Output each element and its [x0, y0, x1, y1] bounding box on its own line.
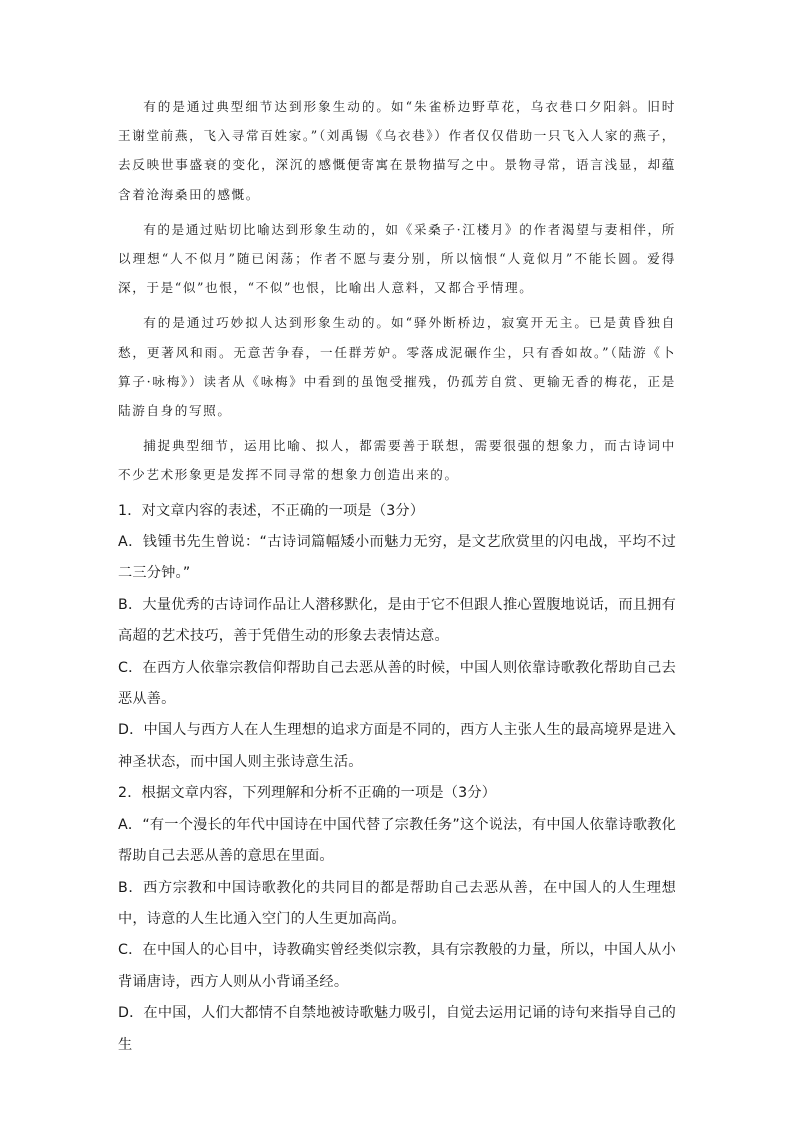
- option-c: C．在中国人的心目中，诗教确实曾经类似宗教，具有宗教般的力量，所以，中国人从小背诵唐诗，西方人则从小背诵圣经。: [118, 942, 676, 990]
- document-page: [118, 92, 676, 1061]
- question-2: [118, 778, 676, 1061]
- option-b: B．大量优秀的古诗词作品让人潜移默化，是由于它不但跟人推心置腹地说话，而且拥有高超的艺术技巧，善于凭借生动的形象去表情达意。: [118, 596, 676, 645]
- option-a: A．“有一个漫长的年代中国诗在中国代替了宗教任务”这个说法，有中国人依靠诗歌教化帮助自己去恶从善的意思在里面。: [118, 816, 676, 865]
- question-1: [118, 496, 676, 779]
- option-a: A．钱锺书先生曾说：“古诗词篇幅矮小而魅力无穷，是文艺欣赏里的闪电战，平均不过二三分钟。”: [118, 534, 676, 582]
- option-c: C．在西方人依靠宗教信仰帮助自己去恶从善的时候，中国人则依靠诗歌教化帮助自己去恶从善。: [118, 659, 676, 708]
- question-stem: 2．根据文章内容，下列理解和分析不正确的一项是（3分）: [118, 785, 497, 802]
- option-d: D．中国人与西方人在人生理想的追求方面是不同的，西方人主张人生的最高境界是进入神圣状态，而中国人则主张诗意生活。: [118, 722, 676, 770]
- passage-paragraph: 有的是通过贴切比喻达到形象生动的，如《采桑子·江楼月》的作者渴望与妻相伴，所以理想“人不似月”随已闲荡；作者不愿与妻分别，所以恼恨“人竟似月”不能长圆。爱得深，于是“似”也恨，“不似”也恨，比喻出人意料，又都合乎情理。: [118, 221, 676, 296]
- option-d: D．在中国，人们大都情不自禁地被诗歌魅力吸引，自觉去运用记诵的诗句来指导自己的生: [118, 1005, 676, 1053]
- question-stem: 1．对文章内容的表述，不正确的一项是（3分）: [118, 502, 425, 519]
- question-list: [118, 496, 676, 1061]
- option-b: B．西方宗教和中国诗歌教化的共同目的都是帮助自己去恶从善，在中国人的人生理想中，诗意的人生比通入空门的人生更加高尚。: [118, 879, 676, 927]
- passage-paragraph: 有的是通过巧妙拟人达到形象生动的。如“驿外断桥边，寂寞开无主。已是黄昏独自愁，更著风和雨。无意苦争春，一任群芳妒。零落成泥碾作尘，只有香如故。”（陆游《卜算子·咏梅》）读者从《咏梅》中看到的虽饱受摧残，仍孤芳自赏、更输无香的梅花，正是陆游自身的写照。: [118, 315, 676, 419]
- passage: [118, 92, 676, 490]
- passage-paragraph: 捕捉典型细节，运用比喻、拟人，都需要善于联想，需要很强的想象力，而古诗词中不少艺术形象更是发挥不同寻常的想象力创造出来的。: [118, 438, 676, 483]
- passage-paragraph: 有的是通过典型细节达到形象生动的。如“朱雀桥边野草花，乌衣巷口夕阳斜。旧时王谢堂前燕，飞入寻常百姓家。”（刘禹锡《乌衣巷》）作者仅仅借助一只飞入人家的燕子，去反映世事盛衰的变化，深沉的感慨便寄寓在景物描写之中。景物寻常，语言浅显，却蕴含着沧海桑田的感慨。: [118, 99, 676, 202]
